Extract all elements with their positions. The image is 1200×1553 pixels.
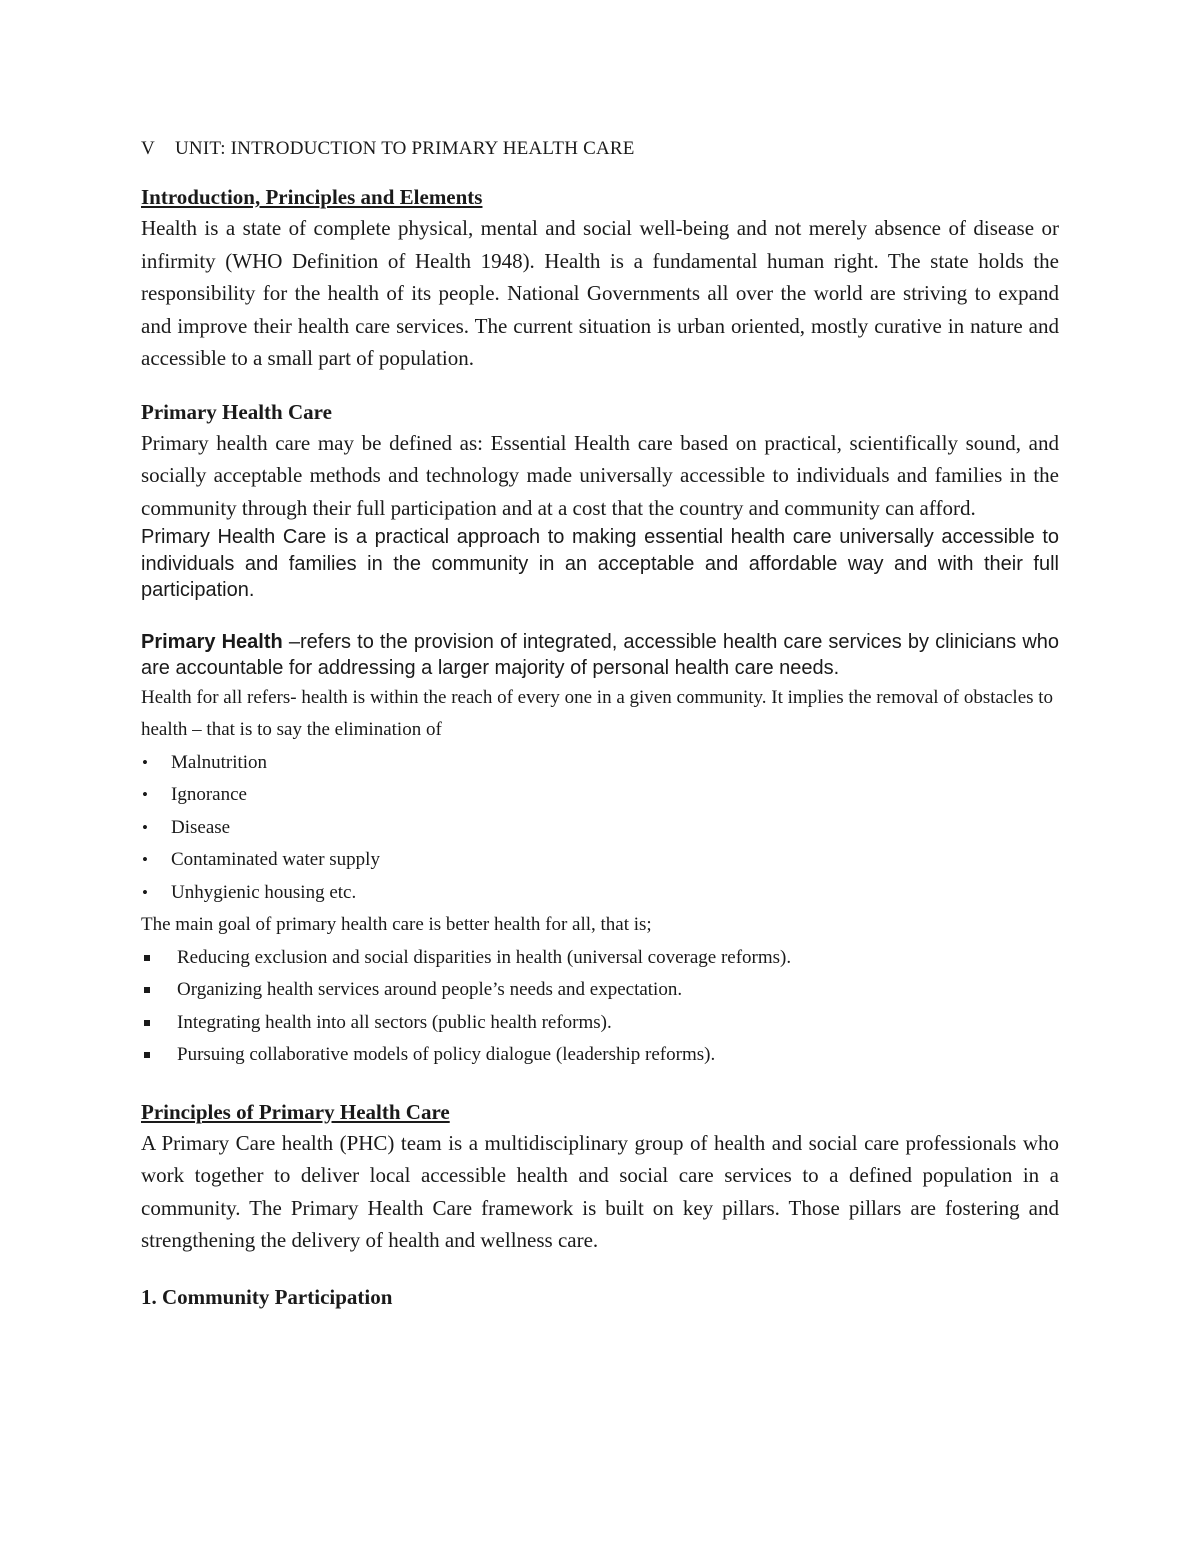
bullet-icon: • bbox=[142, 882, 148, 902]
principles-heading: Principles of Primary Health Care bbox=[141, 1099, 450, 1124]
principles-paragraph: A Primary Care health (PHC) team is a multidisciplinary group of health and social care professionals who work together to deliver local accessible health and social care services to a defined population in a community. The Primary Health Care framework is built on key pillars. Those pillars are fostering and strengthening the delivery of health and wellness care. bbox=[141, 1130, 1059, 1252]
phc-approach-paragraph: Primary Health Care is a practical approach to making essential health care universally accessible to individuals and families in the community in an acceptable and affordable way and with their full participation. bbox=[141, 526, 1059, 601]
square-bullet-icon bbox=[144, 955, 150, 961]
square-bullet-icon bbox=[144, 1020, 150, 1026]
list-item: Integrating health into all sectors (public health reforms). bbox=[141, 1007, 1059, 1040]
bullet-icon: • bbox=[142, 817, 148, 837]
unit-number: V bbox=[141, 138, 155, 159]
primary-health-text: –refers to the provision of integrated, accessible health care services by clinicians who are accountable for addressing a larger majority of personal health care needs. bbox=[141, 630, 1060, 679]
bullet-icon: • bbox=[142, 752, 148, 772]
main-goal-paragraph: The main goal of primary health care is better health for all, that is; bbox=[141, 914, 652, 935]
document-page bbox=[141, 138, 1059, 1312]
phc-definition-paragraph: Primary health care may be defined as: Essential Health care based on practical, scientifically sound, and socially acceptable methods and technology made universally accessible to individuals and families in the community through their full participation and at a cost that the country and community can afford. bbox=[141, 430, 1059, 520]
square-bullet-icon bbox=[144, 1052, 150, 1058]
square-bullet-icon bbox=[144, 987, 150, 993]
phc-heading: Primary Health Care bbox=[141, 399, 332, 424]
list-item: • Disease bbox=[141, 812, 1059, 845]
list-item: Pursuing collaborative models of policy dialogue (leadership reforms). bbox=[141, 1039, 1059, 1072]
list-item: Reducing exclusion and social disparities in health (universal coverage reforms). bbox=[141, 942, 1059, 975]
list-item: • Unhygienic housing etc. bbox=[141, 877, 1059, 910]
elimination-list bbox=[141, 747, 1059, 910]
unit-title-text: UNIT: INTRODUCTION TO PRIMARY HEALTH CARE bbox=[175, 138, 635, 159]
list-item: • Ignorance bbox=[141, 779, 1059, 812]
primary-health-paragraph bbox=[141, 629, 1059, 682]
intro-heading: Introduction, Principles and Elements bbox=[141, 185, 483, 209]
community-participation-heading: 1. Community Participation bbox=[141, 1284, 393, 1309]
list-item: Organizing health services around people’s needs and expectation. bbox=[141, 974, 1059, 1007]
bullet-icon: • bbox=[142, 850, 148, 869]
intro-paragraph: Health is a state of complete physical, mental and social well-being and not merely absence of disease or infirmity (WHO Definition of Health 1948). Health is a fundamental human right. The state holds the responsibility for the health of its people. National Governments all over the world are striving to expand and improve their health care services. The current situation is urban oriented, mostly curative in nature and accessible to a small part of population. bbox=[141, 216, 1059, 370]
primary-health-term: Primary Health bbox=[141, 630, 283, 653]
unit-title bbox=[141, 138, 1059, 160]
goal-list bbox=[141, 942, 1059, 1072]
list-item: • Malnutrition bbox=[141, 747, 1059, 780]
bullet-icon: • bbox=[142, 785, 148, 804]
list-item: • Contaminated water supply bbox=[141, 844, 1059, 877]
health-for-all-paragraph: Health for all refers- health is within the reach of every one in a given community. It implies the removal of obstacles to health – that is to say the elimination of bbox=[141, 686, 1054, 740]
